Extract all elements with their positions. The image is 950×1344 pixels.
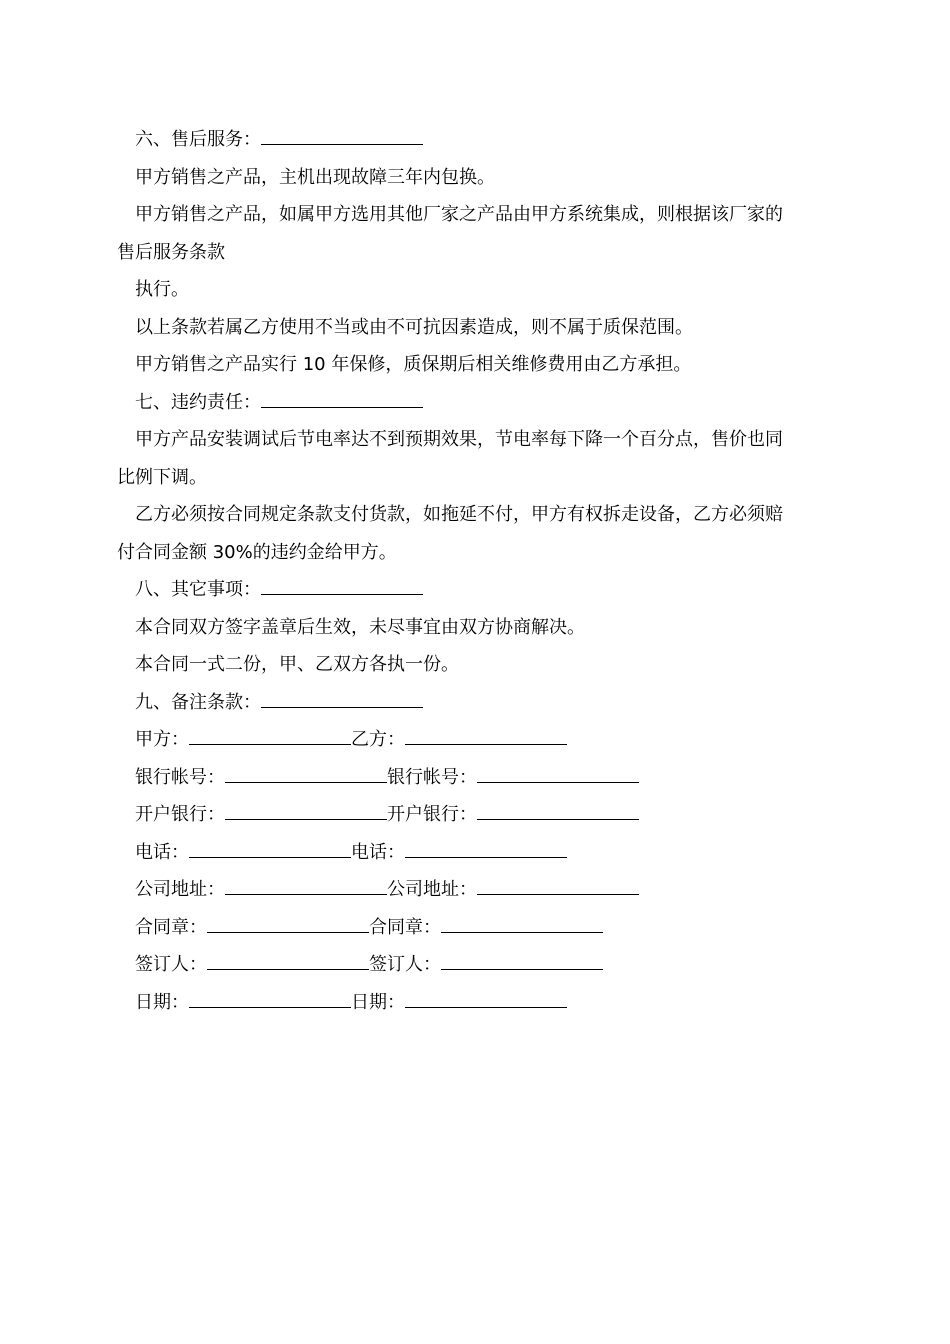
bank-account-b-label: 银行帐号： xyxy=(387,766,477,788)
section-6-p4: 以上条款若属乙方使用不当或由不可抗因素造成，则不属于质保范围。 xyxy=(135,316,693,338)
signature-row-phone xyxy=(117,834,837,872)
section-6-p2 xyxy=(117,196,837,271)
section-6-p2-line1: 甲方销售之产品，如属甲方选用其他厂家之产品由甲方系统集成，则根据该厂家的 xyxy=(135,204,783,225)
bank-account-a-blank xyxy=(225,781,387,783)
section-6-p5: 甲方销售之产品实行 10 年保修，质保期后相关维修费用由乙方承担。 xyxy=(135,354,692,375)
phone-a-blank xyxy=(189,856,351,858)
contract-body xyxy=(117,121,837,1021)
seal-a-label: 合同章： xyxy=(135,916,207,938)
bank-account-a-label: 银行帐号： xyxy=(135,766,225,788)
phone-a-label: 电话： xyxy=(135,841,189,863)
signer-b-label: 签订人： xyxy=(369,954,441,975)
signature-row-seal xyxy=(117,909,837,947)
section-8-p1: 本合同双方签字盖章后生效，未尽事宜由双方协商解决。 xyxy=(135,616,585,638)
address-b-label: 公司地址： xyxy=(387,879,477,900)
signature-row-address xyxy=(117,871,837,909)
section-9-blank xyxy=(261,706,423,708)
section-6-p1: 甲方销售之产品，主机出现故障三年内包换。 xyxy=(135,166,495,188)
section-6-blank xyxy=(261,143,423,145)
signature-row-bank-account xyxy=(117,759,837,797)
party-a-blank xyxy=(189,743,351,745)
address-b-blank xyxy=(477,893,639,895)
party-b-blank xyxy=(405,743,567,745)
date-b-label: 日期： xyxy=(351,991,405,1013)
bank-b-label: 开户银行： xyxy=(387,804,477,825)
section-8-heading-line xyxy=(117,571,837,609)
date-a-label: 日期： xyxy=(135,991,189,1013)
signature-row-signer xyxy=(117,946,837,984)
section-7-p1-line1: 甲方产品安装调试后节电率达不到预期效果，节电率每下降一个百分点，售价也同 xyxy=(135,429,783,450)
bank-a-label: 开户银行： xyxy=(135,804,225,825)
seal-b-label: 合同章： xyxy=(369,916,441,938)
section-7-p1 xyxy=(117,421,837,496)
section-8-p2: 本合同一式二份，甲、乙双方各执一份。 xyxy=(135,654,459,675)
section-8-blank xyxy=(261,593,423,595)
party-b-label: 乙方： xyxy=(351,729,405,750)
section-9-heading-line xyxy=(117,684,837,722)
section-6-heading-line xyxy=(117,121,837,159)
seal-a-blank xyxy=(207,931,369,933)
section-6-heading: 六、售后服务： xyxy=(135,129,261,150)
signature-row-parties xyxy=(117,721,837,759)
section-7-p2-line2: 付合同金额 30%的违约金给甲方。 xyxy=(117,541,397,563)
section-9-heading: 九、备注条款： xyxy=(135,691,261,713)
party-a-label: 甲方： xyxy=(135,729,189,750)
bank-account-b-blank xyxy=(477,781,639,783)
phone-b-label: 电话： xyxy=(351,841,405,863)
bank-b-blank xyxy=(477,818,639,820)
signer-b-blank xyxy=(441,968,603,970)
section-7-p2 xyxy=(117,496,837,571)
section-7-heading-line xyxy=(117,384,837,422)
section-7-heading: 七、违约责任： xyxy=(135,391,261,413)
signature-row-bank xyxy=(117,796,837,834)
address-a-blank xyxy=(225,893,387,895)
date-b-blank xyxy=(405,1006,567,1008)
bank-a-blank xyxy=(225,818,387,820)
section-6-p3: 执行。 xyxy=(135,279,189,300)
signer-a-blank xyxy=(207,968,369,970)
section-8-heading: 八、其它事项： xyxy=(135,579,261,600)
signer-a-label: 签订人： xyxy=(135,954,207,975)
phone-b-blank xyxy=(405,856,567,858)
section-7-p1-line2: 比例下调。 xyxy=(117,466,207,488)
section-7-p2-line1: 乙方必须按合同规定条款支付货款，如拖延不付，甲方有权拆走设备，乙方必须赔 xyxy=(135,504,783,525)
address-a-label: 公司地址： xyxy=(135,879,225,900)
date-a-blank xyxy=(189,1006,351,1008)
section-6-p2-line2: 售后服务条款 xyxy=(117,241,225,263)
section-7-blank xyxy=(261,406,423,408)
signature-row-date xyxy=(117,984,837,1022)
seal-b-blank xyxy=(441,931,603,933)
